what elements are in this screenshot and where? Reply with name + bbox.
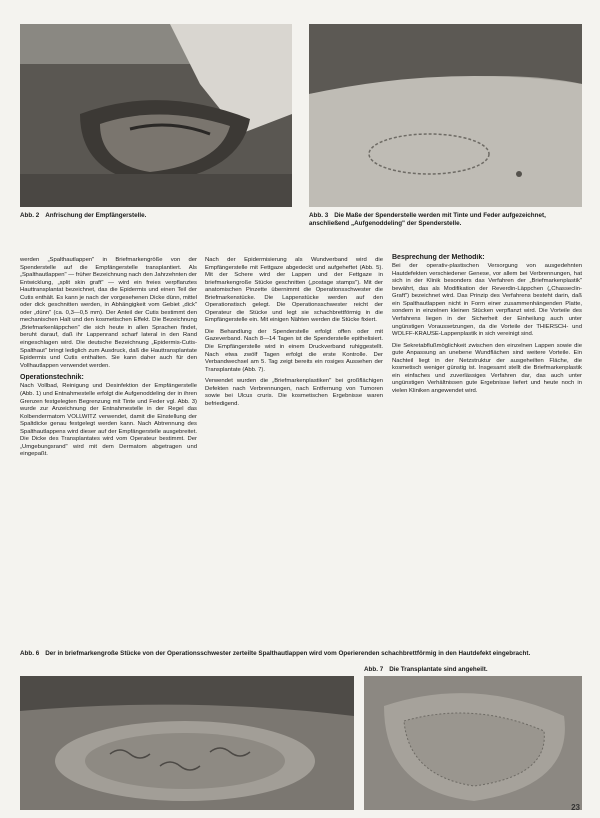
- figure-7-caption: [364, 666, 582, 674]
- figure-7-text: Die Transplantate sind angeheilt.: [389, 666, 488, 673]
- col1-paragraph-1: werden „Spalthautlappen" in Briefmarkengröße von der Spenderstelle auf die Empfängerstelle transplantiert. Als „Spalthautlappen" — früher Bezeichnung nach den Jahrzehnten der Entwicklung, „split skin graft" — wird ein freies verpflanztes Hauttransplantat bezeichnet, das die Epidermis und einen Teil der Cutis enthält. Es kann je nach der vorgesehenen Dicke dünn, mittel oder dick geschnitten werden, in Abhängigkeit vom Gebiet „dick" oder „dünn" (ca. 0,3—0,5 mm). Der Anteil der Cutis bestimmt den mechanischen Halt und den kosmetischen Effekt. Die Bezeichnung „Briefmarkenläppchen" die sich heute in allen Sprachen findet, beruht darauf, daß ihr Lappenrand scharf lateral in den Rand eingeschlagen wird. Die deutsche Bezeichnung „Epidermis-Cutis-Spalthaut" bringt lediglich zum Ausdruck, daß die Hauttransplantate Epidermis und Cutis enthalten. Sie kann daher auch für den Vollhautlappen verwendet werden.: [20, 257, 197, 369]
- figure-6-text: Der in briefmarkengroße Stücke von der Operationsschwester zerteilte Spalthautlappen wird vom Operierenden schachbrettförmig in den Hautdefekt eingebracht.: [45, 650, 531, 657]
- figure-2-text: Anfrischung der Empfängerstelle.: [45, 212, 147, 219]
- text-column-1: [20, 257, 197, 627]
- figure-6-photo: [20, 676, 354, 810]
- figure-6-label: Abb. 6: [20, 650, 40, 657]
- text-column-2: [205, 257, 383, 627]
- figure-3-text: Die Maße der Spenderstelle werden mit Tinte und Feder aufgezeichnet, anschließend „Aufgenoddeling" der Spenderstelle.: [309, 212, 546, 227]
- figure-7-label: Abb. 7: [364, 666, 384, 673]
- figure-3-label: Abb. 3: [309, 212, 329, 219]
- figure-3-photo: [309, 24, 582, 207]
- page-number: 23: [571, 803, 580, 812]
- col1-paragraph-2: Nach Vollbad, Reinigung und Desinfektion der Empfängerstelle (Abb. 1) und Entnahmestelle erfolgt die Aufgenoddeling der in ihren Grenzen festgelegten Begrenzung mit Tinte und Feder vgl. Abb. 3) wurde zur Anzeichnung der Entnahmestelle in der Regel das Kolbendermatom VOLLWITZ verwendet, damit die Einstellung der Spaltdicke genau festgelegt werden kann. Nach Abtrennung des Spalthautlappens wird dieser auf der Empfängerstelle ausgebreitet. Die Dicke des Transplantates wird vom Operateur bestimmt. Der „Umgebungsrand" wird mit dem Dermatom abgetragen und eingepaßt.: [20, 383, 197, 458]
- figure-2-photo: [20, 24, 292, 207]
- section-heading-discussion: Besprechung der Methodik:: [392, 254, 485, 261]
- figure-6-caption: [20, 650, 580, 658]
- col2-paragraph-3: Verwendet wurden die „Briefmarkenplastiken" bei großflächigen Defekten nach Verbrennungen, nach Entfernung von Tumoren sowie bei Ulcus cruris. Die kosmetischen Ergebnisse waren befriedigend.: [205, 378, 383, 407]
- col2-paragraph-2: Die Behandlung der Spenderstelle erfolgt offen oder mit Gazeverband. Nach 8—14 Tagen ist die Spenderstelle epithelisiert. Die Empfängerstelle wird in einem Druckverband ruhiggestellt. Nach etwa zwölf Tagen erfolgt die erste Kontrolle. Der Verbandwechsel am 5. Tag zeigt bereits ein rosiges Aussehen der Transplantate (Abb. 7).: [205, 328, 383, 373]
- text-column-3: [392, 254, 582, 627]
- section-heading-technique: Operationstechnik:: [20, 374, 84, 382]
- figure-7-photo: [364, 676, 582, 810]
- figure-2-caption: [20, 212, 292, 220]
- figure-2-label: Abb. 2: [20, 212, 40, 219]
- col3-paragraph-1: Bei der operativ-plastischen Versorgung von ausgedehnten Hautdefekten verschiedener Genese, vor allem bei Verbrennungen, hat sich in der Klinik besonders das Verfahren der „Briefmarkenplastik" bewährt, das als Modifikation der Reverdin-Läppchen („Chasseclin-Graft") bezeichnet wird. Das Prinzip des Verfahrens besteht darin, daß ein Spalthautlappen nicht in Form einer zusammenhängenden Platte, sondern in einzelnen kleinen Stücken verpflanzt wird. Die Vorteile des Verfahrens liegen in der Sicherheit der Einheilung auch unter ungünstigen Voraussetzungen, da die Vorteile der THIERSCH- und WOLFF-KRAUSE-Lappenplastik in sich vereinigt sind.: [392, 263, 582, 338]
- figure-3-caption: [309, 212, 582, 227]
- col3-paragraph-2: Die Sekretabflußmöglichkeit zwischen den einzelnen Lappen sowie die gute Anpassung an unebene Wundflächen sind weitere Vorteile. Ein Nachteil liegt in der Netzstruktur der ausgeheilten Fläche, die kosmetisch weniger günstig ist. Insgesamt stellt die Briefmarkenplastik ein einfaches und zuverlässiges Verfahren dar, das auch unter ungünstigen Verhältnissen gute Ergebnisse liefert und heute noch in vielen Kliniken angewendet wird.: [392, 342, 582, 394]
- col2-paragraph-1: Nach der Epidermisierung als Wundverband wird die Empfängerstelle mit Fettgaze abgedeckt und aufgeheftet (Abb. 5). Mit der Schere wird der Lappen und der Fettgaze in briefmarkengroße Stücke geschnitten („postage stamps"). Mit der anatomischen Pinzette übernimmt die Operationsschwester die Briefmarkenstücke. Die Lappenstücke werden auf den Operationstisch gelegt. Die Operationsschwester reicht der Operateur die Stücke und legt sie schachbrettförmig in die Empfängerstelle ein. Mit einigen Nähten werden die Stücke fixiert.: [205, 257, 383, 324]
